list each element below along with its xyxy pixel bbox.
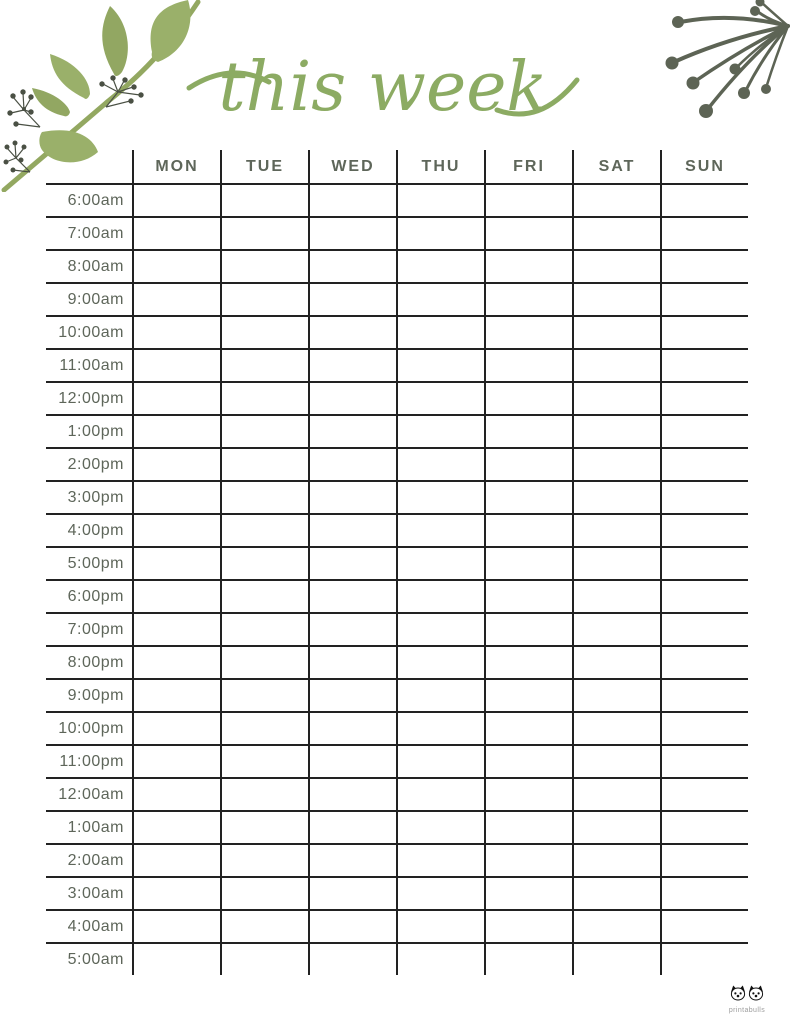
time-label: 12:00pm	[46, 383, 134, 414]
schedule-cell	[134, 614, 222, 645]
time-label: 1:00am	[46, 812, 134, 843]
schedule-cell	[486, 317, 574, 348]
schedule-cell	[398, 482, 486, 513]
schedule-cell	[662, 647, 748, 678]
schedule-cell	[486, 515, 574, 546]
schedule-cell	[398, 812, 486, 843]
schedule-cell	[310, 317, 398, 348]
schedule-cell	[662, 746, 748, 777]
schedule-cell	[310, 680, 398, 711]
day-header-sat: SAT	[574, 150, 662, 183]
schedule-cell	[134, 284, 222, 315]
schedule-cell	[574, 449, 662, 480]
time-label: 2:00pm	[46, 449, 134, 480]
time-label: 7:00pm	[46, 614, 134, 645]
schedule-cell	[486, 185, 574, 216]
schedule-cell	[574, 185, 662, 216]
day-header-wed: WED	[310, 150, 398, 183]
schedule-cell	[222, 680, 310, 711]
schedule-cell	[574, 647, 662, 678]
schedule-cell	[662, 383, 748, 414]
schedule-cell	[574, 845, 662, 876]
schedule-cell	[222, 449, 310, 480]
schedule-cell	[222, 251, 310, 282]
schedule-cell	[134, 680, 222, 711]
schedule-cell	[574, 779, 662, 810]
schedule-cell	[398, 713, 486, 744]
page-title	[185, 18, 580, 146]
schedule-cell	[574, 317, 662, 348]
time-label: 12:00am	[46, 779, 134, 810]
schedule-cell	[486, 713, 574, 744]
schedule-cell	[222, 482, 310, 513]
time-label: 11:00am	[46, 350, 134, 381]
schedule-cell	[662, 581, 748, 612]
schedule-cell	[662, 416, 748, 447]
time-row	[46, 909, 748, 942]
schedule-cell	[398, 284, 486, 315]
schedule-cell	[662, 251, 748, 282]
printabulls-logo	[723, 985, 771, 1014]
schedule-cell	[486, 911, 574, 942]
schedule-cell	[662, 482, 748, 513]
schedule-cell	[310, 251, 398, 282]
schedule-cell	[310, 647, 398, 678]
schedule-cell	[574, 251, 662, 282]
time-row	[46, 480, 748, 513]
schedule-cell	[398, 614, 486, 645]
schedule-cell	[134, 944, 222, 975]
weekly-schedule-table	[46, 150, 748, 975]
schedule-cell	[662, 284, 748, 315]
schedule-cell	[574, 482, 662, 513]
time-label: 11:00pm	[46, 746, 134, 777]
schedule-cell	[574, 614, 662, 645]
schedule-cell	[662, 614, 748, 645]
schedule-cell	[134, 350, 222, 381]
schedule-cell	[574, 284, 662, 315]
schedule-cell	[398, 548, 486, 579]
schedule-cell	[398, 515, 486, 546]
schedule-cell	[486, 482, 574, 513]
day-header-thu: THU	[398, 150, 486, 183]
schedule-cell	[486, 284, 574, 315]
schedule-cell	[134, 449, 222, 480]
schedule-cell	[486, 878, 574, 909]
schedule-cell	[398, 383, 486, 414]
schedule-cell	[574, 416, 662, 447]
schedule-cell	[222, 581, 310, 612]
schedule-cell	[574, 713, 662, 744]
schedule-cell	[574, 878, 662, 909]
berry-twig-illustration	[620, 0, 791, 162]
time-label: 3:00pm	[46, 482, 134, 513]
schedule-cell	[398, 845, 486, 876]
schedule-cell	[134, 482, 222, 513]
schedule-cell	[310, 449, 398, 480]
schedule-cell	[486, 581, 574, 612]
schedule-cell	[310, 911, 398, 942]
schedule-cell	[134, 383, 222, 414]
schedule-cell	[574, 548, 662, 579]
schedule-cell	[662, 317, 748, 348]
schedule-cell	[398, 746, 486, 777]
schedule-cell	[574, 812, 662, 843]
schedule-cell	[310, 878, 398, 909]
schedule-cell	[486, 944, 574, 975]
schedule-cell	[310, 713, 398, 744]
schedule-cell	[134, 251, 222, 282]
schedule-cell	[486, 845, 574, 876]
day-header-tue: TUE	[222, 150, 310, 183]
schedule-cell	[134, 416, 222, 447]
schedule-cell	[574, 911, 662, 942]
time-row	[46, 414, 748, 447]
time-row	[46, 579, 748, 612]
time-label: 6:00am	[46, 185, 134, 216]
schedule-cell	[486, 680, 574, 711]
title-text: this week	[218, 48, 548, 127]
day-header-mon: MON	[134, 150, 222, 183]
time-label: 10:00pm	[46, 713, 134, 744]
schedule-cell	[222, 713, 310, 744]
time-row	[46, 513, 748, 546]
schedule-cell	[134, 317, 222, 348]
time-label: 9:00pm	[46, 680, 134, 711]
schedule-cell	[398, 218, 486, 249]
schedule-cell	[486, 647, 574, 678]
time-label: 1:00pm	[46, 416, 134, 447]
schedule-cell	[222, 812, 310, 843]
schedule-cell	[222, 944, 310, 975]
schedule-cell	[398, 878, 486, 909]
schedule-cell	[662, 779, 748, 810]
schedule-cell	[398, 944, 486, 975]
schedule-cell	[222, 548, 310, 579]
time-row	[46, 249, 748, 282]
schedule-cell	[222, 284, 310, 315]
schedule-cell	[398, 779, 486, 810]
time-row	[46, 777, 748, 810]
time-label: 10:00am	[46, 317, 134, 348]
schedule-cell	[310, 614, 398, 645]
schedule-cell	[574, 944, 662, 975]
schedule-cell	[310, 284, 398, 315]
time-row	[46, 612, 748, 645]
schedule-cell	[310, 416, 398, 447]
schedule-cell	[398, 647, 486, 678]
schedule-cell	[134, 581, 222, 612]
time-label: 4:00am	[46, 911, 134, 942]
schedule-cell	[134, 548, 222, 579]
schedule-cell	[398, 416, 486, 447]
time-row	[46, 744, 748, 777]
schedule-cell	[486, 416, 574, 447]
day-header-fri: FRI	[486, 150, 574, 183]
schedule-cell	[310, 515, 398, 546]
schedule-cell	[486, 812, 574, 843]
schedule-cell	[134, 746, 222, 777]
schedule-cell	[486, 449, 574, 480]
logo-text: printabulls	[728, 1007, 766, 1014]
schedule-cell	[134, 185, 222, 216]
schedule-cell	[486, 251, 574, 282]
schedule-cell	[222, 647, 310, 678]
schedule-cell	[134, 812, 222, 843]
schedule-cell	[222, 185, 310, 216]
schedule-cell	[662, 944, 748, 975]
schedule-cell	[486, 548, 574, 579]
time-row	[46, 645, 748, 678]
schedule-cell	[574, 581, 662, 612]
schedule-cell	[662, 878, 748, 909]
schedule-cell	[310, 218, 398, 249]
schedule-cell	[574, 515, 662, 546]
time-row	[46, 876, 748, 909]
schedule-cell	[310, 944, 398, 975]
time-row	[46, 810, 748, 843]
schedule-cell	[398, 251, 486, 282]
schedule-cell	[574, 680, 662, 711]
schedule-cell	[486, 350, 574, 381]
schedule-cell	[662, 515, 748, 546]
schedule-cell	[134, 779, 222, 810]
schedule-cell	[662, 911, 748, 942]
schedule-cell	[310, 812, 398, 843]
schedule-cell	[398, 581, 486, 612]
time-row	[46, 315, 748, 348]
schedule-cell	[222, 317, 310, 348]
schedule-cell	[310, 581, 398, 612]
time-row	[46, 711, 748, 744]
schedule-cell	[222, 416, 310, 447]
schedule-cell	[574, 350, 662, 381]
schedule-cell	[222, 614, 310, 645]
schedule-cell	[310, 350, 398, 381]
bulldogs-icon	[730, 985, 764, 1001]
schedule-cell	[486, 383, 574, 414]
schedule-cell	[222, 878, 310, 909]
time-row	[46, 678, 748, 711]
schedule-cell	[310, 746, 398, 777]
schedule-cell	[310, 845, 398, 876]
schedule-cell	[222, 845, 310, 876]
schedule-cell	[574, 218, 662, 249]
schedule-cell	[486, 218, 574, 249]
time-label: 8:00am	[46, 251, 134, 282]
schedule-cell	[134, 845, 222, 876]
schedule-cell	[574, 746, 662, 777]
schedule-cell	[574, 383, 662, 414]
schedule-cell	[662, 350, 748, 381]
schedule-cell	[398, 911, 486, 942]
time-label: 3:00am	[46, 878, 134, 909]
time-row	[46, 942, 748, 975]
time-label: 5:00pm	[46, 548, 134, 579]
schedule-cell	[662, 713, 748, 744]
schedule-cell	[222, 746, 310, 777]
time-row	[46, 216, 748, 249]
schedule-cell	[486, 779, 574, 810]
schedule-cell	[222, 218, 310, 249]
time-label: 6:00pm	[46, 581, 134, 612]
schedule-cell	[134, 713, 222, 744]
schedule-cell	[486, 614, 574, 645]
schedule-cell	[486, 746, 574, 777]
schedule-cell	[134, 647, 222, 678]
time-label: 2:00am	[46, 845, 134, 876]
schedule-cell	[134, 911, 222, 942]
schedule-cell	[222, 383, 310, 414]
schedule-cell	[134, 878, 222, 909]
header-spacer	[46, 150, 134, 183]
schedule-cell	[134, 515, 222, 546]
schedule-cell	[310, 482, 398, 513]
time-label: 4:00pm	[46, 515, 134, 546]
schedule-cell	[398, 449, 486, 480]
schedule-cell	[222, 779, 310, 810]
schedule-rows	[46, 183, 748, 975]
schedule-cell	[310, 548, 398, 579]
schedule-cell	[398, 317, 486, 348]
schedule-cell	[662, 548, 748, 579]
schedule-cell	[222, 350, 310, 381]
schedule-cell	[310, 383, 398, 414]
time-row	[46, 282, 748, 315]
time-row	[46, 381, 748, 414]
time-label: 5:00am	[46, 944, 134, 975]
schedule-cell	[222, 911, 310, 942]
time-row	[46, 183, 748, 216]
schedule-cell	[222, 515, 310, 546]
schedule-cell	[662, 680, 748, 711]
schedule-cell	[134, 218, 222, 249]
schedule-cell	[662, 185, 748, 216]
day-header-sun: SUN	[685, 157, 725, 175]
schedule-cell	[398, 350, 486, 381]
schedule-cell	[662, 812, 748, 843]
schedule-cell	[310, 779, 398, 810]
schedule-cell	[398, 680, 486, 711]
schedule-cell	[662, 218, 748, 249]
schedule-cell	[310, 185, 398, 216]
time-label: 7:00am	[46, 218, 134, 249]
schedule-cell	[398, 185, 486, 216]
time-label: 9:00am	[46, 284, 134, 315]
time-row	[46, 843, 748, 876]
time-row	[46, 447, 748, 480]
time-row	[46, 546, 748, 579]
schedule-cell	[662, 845, 748, 876]
time-label: 8:00pm	[46, 647, 134, 678]
day-header-row	[46, 150, 748, 183]
schedule-cell	[662, 449, 748, 480]
time-row	[46, 348, 748, 381]
